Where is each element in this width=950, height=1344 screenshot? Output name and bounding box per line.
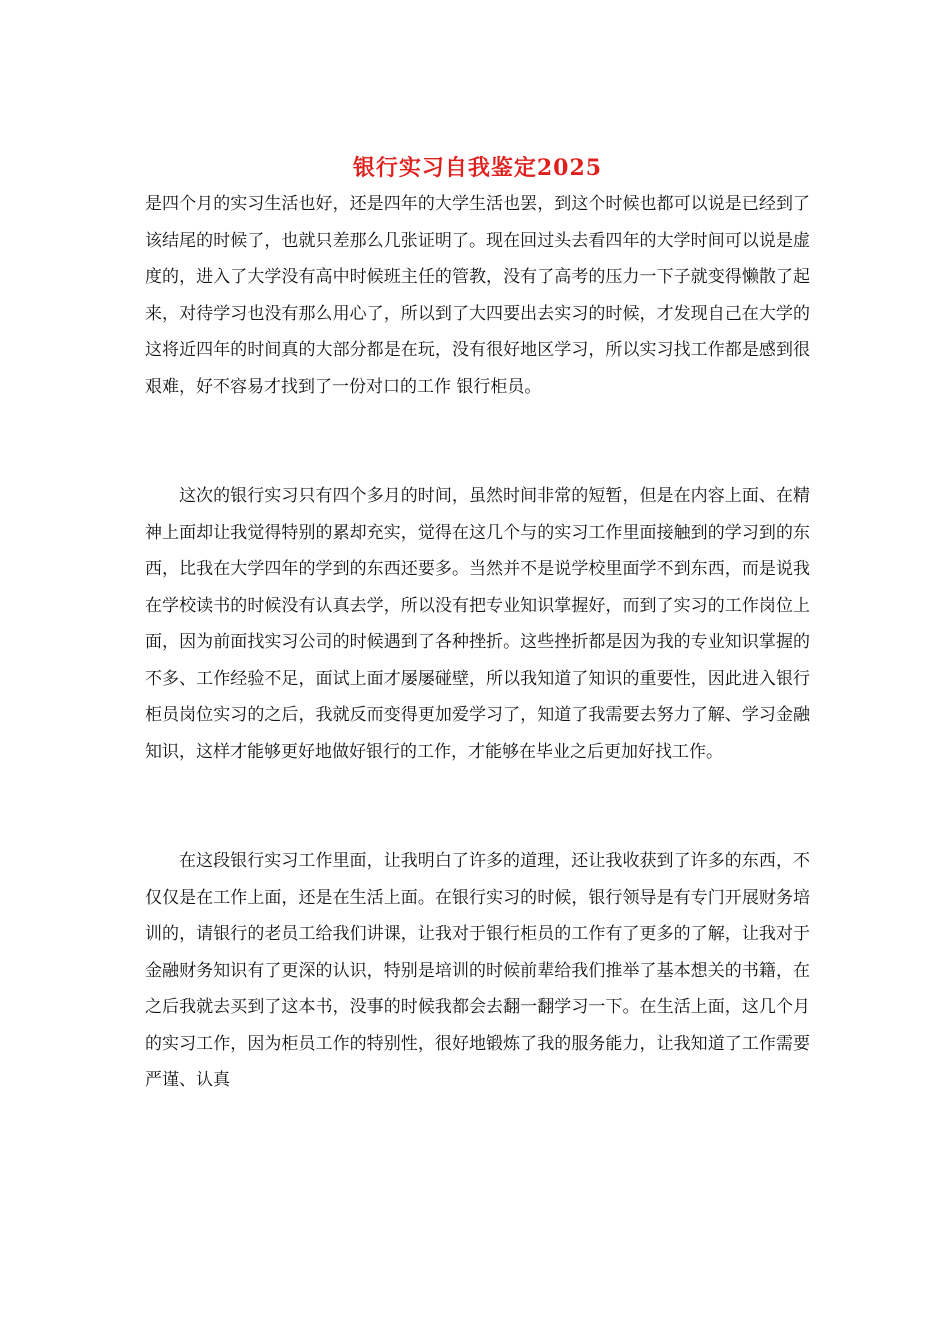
paragraph-gap bbox=[145, 405, 810, 478]
paragraph-2: 这次的银行实习只有四个多月的时间，虽然时间非常的短暂，但是在内容上面、在精神上面却让我觉得特别的累却充实，觉得在这几个与的实习工作里面接触到的学习到的东西，比我在大学四年的学到的东西还要多。当然并不是说学校里面学不到东西，而是说我在学校读书的时候没有认真去学，所以没有把专业知识掌握好，而到了实习的工作岗位上面，因为前面找实习公司的时候遇到了各种挫折。这些挫折都是因为我的专业知识掌握的不多、工作经验不足，面试上面才屡屡碰壁，所以我知道了知识的重要性，因此进入银行柜员岗位实习的之后，我就反而变得更加爱学习了，知道了我需要去努力了解、学习金融知识，这样才能够更好地做好银行的工作，才能够在毕业之后更加好找工作。 bbox=[145, 486, 810, 762]
document-page bbox=[145, 150, 810, 1099]
paragraph-3: 在这段银行实习工作里面，让我明白了许多的道理，还让我收获到了许多的东西，不仅仅是在工作上面，还是在生活上面。在银行实习的时候，银行领导是有专门开展财务培训的，请银行的老员工给我们讲课，让我对于银行柜员的工作有了更多的了解，让我对于金融财务知识有了更深的认识，特别是培训的时候前辈给我们推举了基本想关的书籍，在之后我就去买到了这本书，没事的时候我都会去翻一翻学习一下。在生活上面，这几个月的实习工作，因为柜员工作的特别性，很好地锻炼了我的服务能力，让我知道了工作需要严谨、认真 bbox=[145, 851, 810, 1090]
paragraph-gap bbox=[145, 770, 810, 843]
paragraph-1: 是四个月的实习生活也好，还是四年的大学生活也罢，到这个时候也都可以说是已经到了该结尾的时候了，也就只差那么几张证明了。现在回过头去看四年的大学时间可以说是虚度的，进入了大学没有高中时候班主任的管教，没有了高考的压力一下子就变得懒散了起来，对待学习也没有那么用心了，所以到了大四要出去实习的时候，才发现自己在大学的这将近四年的时间真的大部分都是在玩，没有很好地区学习，所以实习找工作都是感到很艰难，好不容易才找到了一份对口的工作 银行柜员。 bbox=[145, 194, 810, 397]
document-title: 银行实习自我鉴定2025 bbox=[352, 155, 603, 181]
